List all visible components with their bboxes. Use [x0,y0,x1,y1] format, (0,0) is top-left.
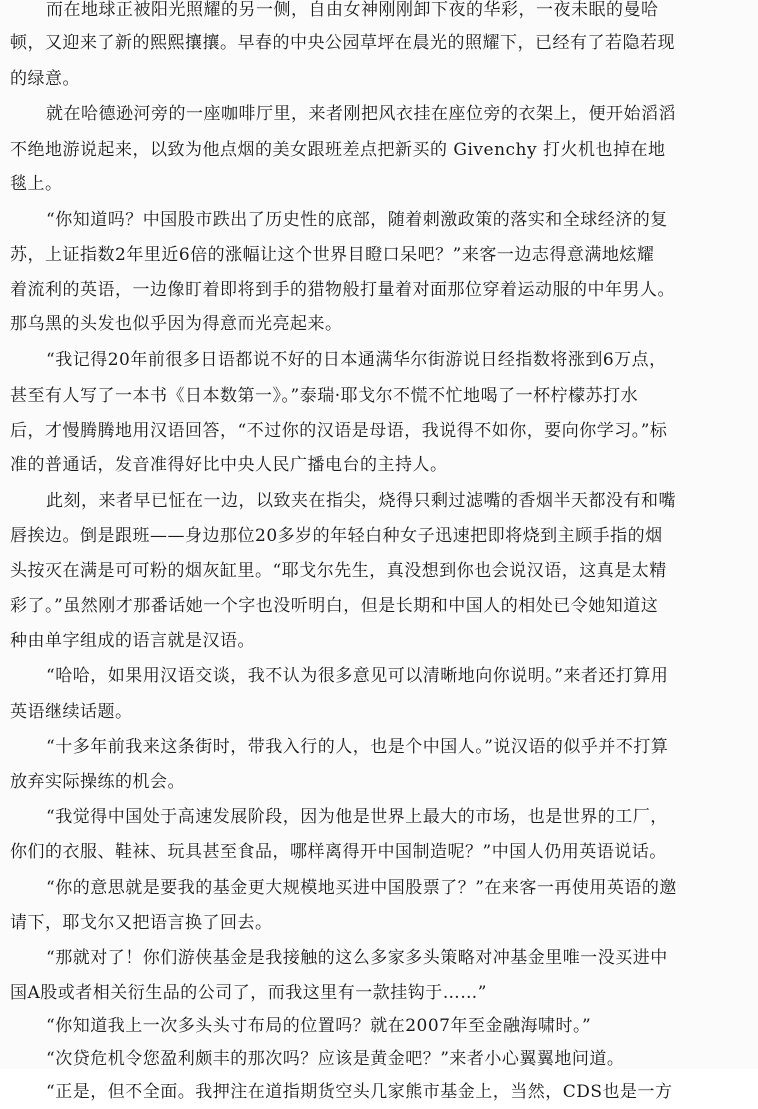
text-line: 苏，上证指数2年里近6倍的涨幅让这个世界目瞪口呆吧？”来客一边志得意满地炫耀 [10,245,655,265]
text-line: 的绿意。 [10,69,80,89]
text-line: “那就对了！你们游侠基金是我接触的这么多家多头策略对冲基金里唯一没买进中 [46,948,668,968]
text-line: 不绝地游说起来，以致为他点烟的美女跟班差点把新买的 Givenchy 打火机也掉在地 [10,140,666,160]
text-line: 请下，耶戈尔又把语言换了回去。 [10,913,273,933]
text-line: 放弃实际操练的机会。 [10,772,185,792]
text-line: 毯上。 [10,174,63,194]
text-line: 而在地球正被阳光照耀的另一侧，自由女神刚刚卸下夜的华彩，一夜未眠的曼哈 [46,0,659,20]
text-line: 种由单字组成的语言就是汉语。 [10,631,255,651]
text-line: “我记得20年前很多日语都说不好的日本通满华尔街游说日经指数将涨到6万点， [46,350,667,370]
text-line: “十多年前我来这条街时，带我入行的人，也是个中国人。”说汉语的似乎并不打算 [46,737,669,757]
text-line: 你们的衣服、鞋袜、玩具甚至食品，哪样离得开中国制造呢？”中国人仍用英语说话。 [10,842,667,862]
text-line: 英语继续话题。 [10,702,133,722]
text-line: “你知道我上一次多头头寸布局的位置吗？就在2007年至金融海啸时。” [46,1016,592,1036]
text-line: “次贷危机令您盈利颇丰的那次吗？应该是黄金吧？”来者小心翼翼地问道。 [46,1049,625,1069]
text-line: “你的意思就是要我的基金更大规模地买进中国股票了？”在来客一再使用英语的邀 [46,878,677,898]
text-line: “我觉得中国处于高速发展阶段，因为他是世界上最大的市场，也是世界的工厂， [46,807,668,827]
text-line: 顿，又迎来了新的熙熙攘攘。早春的中央公园草坪在晨光的照耀下，已经有了若隐若现 [10,33,675,53]
text-line: “正是，但不全面。我押注在道指期货空头几家熊市基金上，当然，CDS也是一方 [46,1082,673,1102]
text-line: 准的普通话，发音准得好比中央人民广播电台的主持人。 [10,455,448,475]
text-line: “哈哈，如果用汉语交谈，我不认为很多意见可以清晰地向你说明。”来者还打算用 [46,666,669,686]
text-line: 国A股或者相关衍生品的公司了，而我这里有一款挂钩于……” [10,983,487,1003]
text-line: 着流利的英语，一边像盯着即将到手的猎物般打量着对面那位穿着运动服的中年男人。 [10,280,675,300]
text-line: 此刻，来者早已怔在一边，以致夹在指尖，烧得只剩过滤嘴的香烟半天都没有和嘴 [46,491,676,511]
text-line: “你知道吗？中国股市跌出了历史性的底部，随着刺激政策的落实和全球经济的复 [46,210,668,230]
text-line: 就在哈德逊河旁的一座咖啡厅里，来者刚把风衣挂在座位旁的衣架上，便开始滔滔 [46,104,676,124]
text-line: 彩了。”虽然刚才那番话她一个字也没听明白，但是长期和中国人的相处已令她知道这 [10,596,659,616]
text-line: 头按灭在满是可可粉的烟灰缸里。“耶戈尔先生，真没想到你也会说汉语，这真是太精 [10,561,667,581]
text-line: 那乌黑的头发也似乎因为得意而光亮起来。 [10,314,343,334]
text-line: 甚至有人写了一本书《日本数第一》。”泰瑞·耶戈尔不慌不忙地喝了一杯柠檬苏打水 [10,386,639,406]
text-line: 唇挨边。倒是跟班——身边那位20多岁的年轻白种女子迅速把即将烧到主顾手指的烟 [10,526,663,546]
text-line: 后，才慢腾腾地用汉语回答，“不过你的汉语是母语，我说得不如你，要向你学习。”标 [10,421,668,441]
